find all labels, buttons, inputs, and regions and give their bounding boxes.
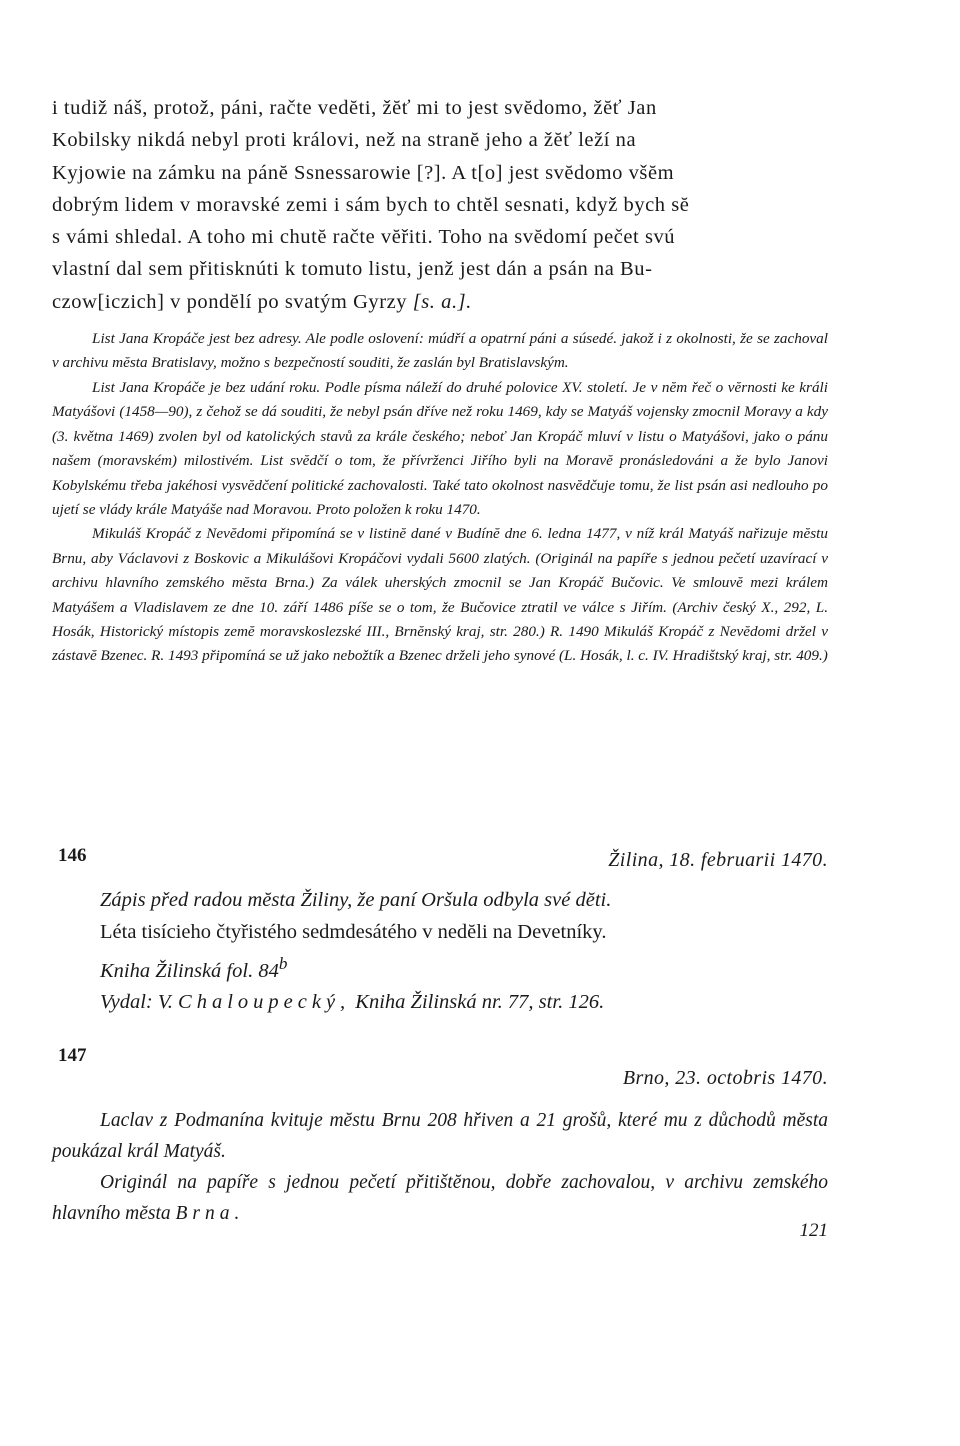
letter-line-5: s vámi shledal. A toho mi chutĕ račte vĕřiti. Toho na svĕdomí pečet svú (52, 226, 676, 249)
letter-line-4: dobrým lidem v moravské zemi i sám bych to chtĕl sesnati, když bych sĕ (52, 193, 690, 216)
note-dating: List Jana Kropáče je bez udání roku. Podle písma náleží do druhé polovice XV. století. Je v nĕm řeč o vĕrnosti ke králi Matyášovi (1458—90), z čehož se dá souditi, že nebyl psán dříve než roku 1469, kdy se Matyáš vojensky zmocnil Moravy a kdy (3. května 1469) zvolen byl od katolických stavů za krále českého; neboť Jan Kropáč mluví v listu o Matyášovi, jako o pánu našem (moravském) milostivém. List svĕdčí o tom, že přívrženci Jiřího byli na Moravĕ pronásledováni a že bylo Janovi Kobylskému třeba jakéhosi vysvĕdčení politické zachovalosti. Také tato okolnost nasvĕdčuje tomu, že list psán asi nedlouho po ujetí se vlády krále Matyáše nad Moravou. Proto položen k roku 1470. (52, 378, 828, 518)
letter-line-7-italic: [s. a.]. (412, 290, 472, 313)
entry-date-phrase: Léta tisícieho čtyřistého sedmdesátého v nedĕli na Devetníky. (100, 920, 607, 943)
letter-line-7 (52, 286, 828, 318)
page-body (52, 92, 828, 669)
page-number: 121 (799, 1220, 828, 1241)
entry-edition (100, 987, 828, 1019)
letter-line-3: Kyjowie na zámku na pánĕ Ssnessarowie [?]. A t[o] jest svĕdomo všĕm (52, 161, 675, 184)
edition-rest: Kniha Žilinská nr. 77, str. 126. (350, 991, 605, 1014)
edition-prefix: Vydal: V. (100, 991, 179, 1014)
source-text: Kniha Žilinská fol. 84 (100, 959, 279, 982)
entry-146-header (52, 845, 828, 885)
original-end: . (234, 1203, 240, 1224)
letter-line-2: Kobilsky nikdá nebyl proti královi, než na stranĕ jeho a žĕť leží na (52, 129, 637, 152)
entry-source (100, 948, 828, 987)
edition-author: Chaloupecký, (178, 991, 351, 1014)
original-text: Originál na papíře s jednou pečetí přitištĕnou, dobře zachovalou, v archivu zemského hlavního mĕsta (52, 1172, 828, 1224)
entry-date: Brno, 23. octobris 1470. (622, 1067, 828, 1089)
source-superscript: b (278, 954, 288, 973)
entry-147-header (52, 1045, 828, 1105)
letter-line-7-text: czow[iczich] v pondĕlí po svatým Gyrzy (52, 290, 413, 313)
entry-date: Žilina, 18. februarii 1470. (608, 849, 828, 871)
entry-146 (52, 845, 828, 1019)
entry-summary: Laclav z Podmanína kvituje mĕstu Brnu 208 hřiven a 21 grošů, které mu z důchodů mĕsta poukázal král Matyáš. (52, 1110, 828, 1162)
entry-summary: Zápis před radou mĕsta Žiliny, že paní Oršula odbyla své dĕti. (100, 889, 612, 911)
entry-number: 147 (58, 1045, 87, 1066)
letter-line-1: i tudiž náš, protož, páni, račte vedĕti, žĕť mi to jest svĕdomo, žĕť Jan (52, 97, 657, 119)
note-kropac: Mikuláš Kropáč z Nevĕdomi připomíná se v listinĕ dané v Budínĕ dne 6. ledna 1477, v níž král Matyáš nařizuje mĕstu Brnu, aby Václavovi z Boskovic a Mikulášovi Kropáčovi vydali 5600 zlatých. (Originál na papíře s jednou pečetí uzavírací v archivu hlavního zemského mĕsta Brna.) Za válek uherských zmocnil se Jan Kropáč Bučovic. Ve smlouvĕ mezi králem Matyášem a Vladislavem ze dne 10. září 1486 píše se o tom, že Bučovice ztratil ve válce s Jiřím. (Archiv český X., 292, L. Hosák, Historický místopis zemĕ moravskoslezské III., Brnĕnský kraj, str. 280.) R. 1490 Mikuláš Kropáč z Nevĕdomi držel v zástavĕ Bzenec. R. 1493 připomíná se už jako nebožtík a Bzenec drželi jeho synové (L. Hosák, l. c. IV. Hradištský kraj, str. 409.) (52, 525, 828, 665)
entry-original (52, 1167, 828, 1229)
entry-number: 146 (58, 845, 87, 866)
original-city: Brna (175, 1203, 235, 1224)
entry-146-body (100, 885, 828, 1019)
letter-text (52, 92, 828, 318)
note-address: List Jana Kropáče jest bez adresy. Ale podle oslovení: múdří a opatrní páni a súsedé. jakož i z okolnosti, že se zachoval v archivu mĕsta Bratislavy, možno s bezpečností souditi, že zaslán byl Bratislavským. (52, 330, 828, 372)
letter-line-6: vlastní dal sem přitisknúti k tomuto listu, jenž jest dán a psán na Bu- (52, 258, 653, 281)
entry-147 (52, 1045, 828, 1229)
editorial-notes (52, 327, 828, 669)
